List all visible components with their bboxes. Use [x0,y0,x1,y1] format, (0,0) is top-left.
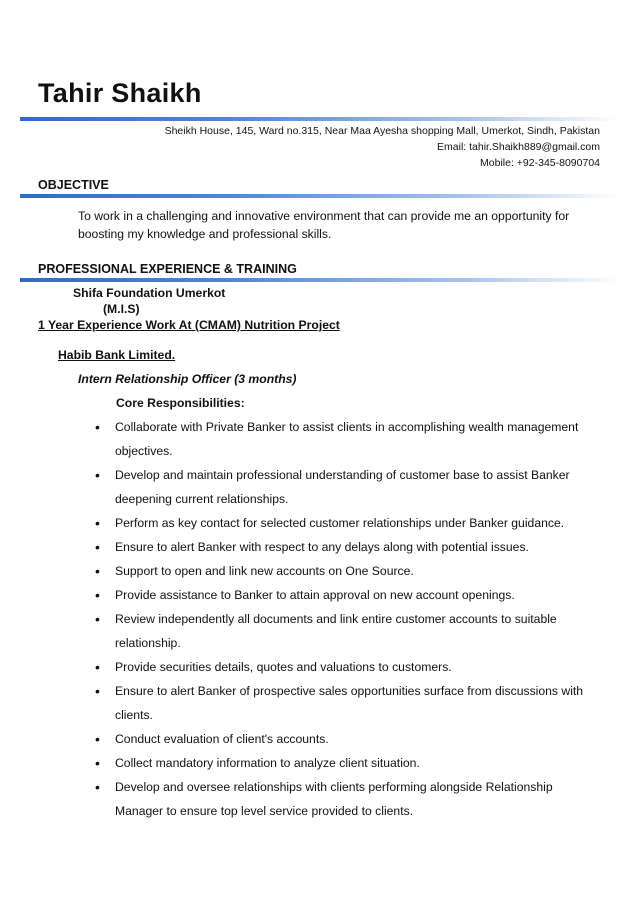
list-item: • Ensure to alert Banker with respect to any delays along with potential issues. [93,535,603,559]
objective-line-1: To work in a challenging and innovative environment that can provide me an opportunity for [78,209,570,223]
org1-name: Shifa Foundation Umerkot [73,286,226,300]
list-item: • Ensure to alert Banker of prospective sales opportunities surface from discussions with clients. [93,679,603,727]
contact-block [40,123,600,171]
list-item: • Provide assistance to Banker to attain approval on new account openings. [93,583,603,607]
objective-line-2: boosting my knowledge and professional skills. [78,227,332,241]
list-item: • Provide securities details, quotes and valuations to customers. [93,655,603,679]
list-item: • Conduct evaluation of client's accounts. [93,727,603,751]
org1-role: 1 Year Experience Work At (CMAM) Nutrition Project [38,318,340,332]
org1-department: (M.I.S) [103,302,140,316]
list-item: • Collaborate with Private Banker to assist clients in accomplishing wealth management objectives. [93,415,603,463]
objective-text [78,207,588,243]
list-item: • Develop and oversee relationships with clients performing alongside Relationship Manager to ensure top level service provided to clients. [93,775,603,823]
header-rule [20,117,620,121]
objective-heading: OBJECTIVE [38,178,109,192]
address-line: Sheikh House, 145, Ward no.315, Near Maa Ayesha shopping Mall, Umerkot, Sindh, Pakistan [164,125,600,137]
objective-rule [20,194,620,198]
list-item: • Collect mandatory information to analyze client situation. [93,751,603,775]
responsibilities-list [93,415,603,823]
core-responsibilities-heading: Core Responsibilities: [116,396,245,410]
list-item: • Develop and maintain professional understanding of customer base to assist Banker deepening current relationships. [93,463,603,511]
candidate-name: Tahir Shaikh [38,78,202,108]
org2-name: Habib Bank Limited. [58,348,176,362]
list-item: • Support to open and link new accounts on One Source. [93,559,603,583]
list-item: • Perform as key contact for selected customer relationships under Banker guidance. [93,511,603,535]
email-line: Email: tahir.Shaikh889@gmail.com [437,141,600,153]
org2-role: Intern Relationship Officer (3 months) [78,372,297,386]
list-item: • Review independently all documents and link entire customer accounts to suitable relationship. [93,607,603,655]
experience-rule [20,278,620,282]
mobile-line: Mobile: +92-345-8090704 [480,157,600,169]
experience-heading: PROFESSIONAL EXPERIENCE & TRAINING [38,262,297,276]
